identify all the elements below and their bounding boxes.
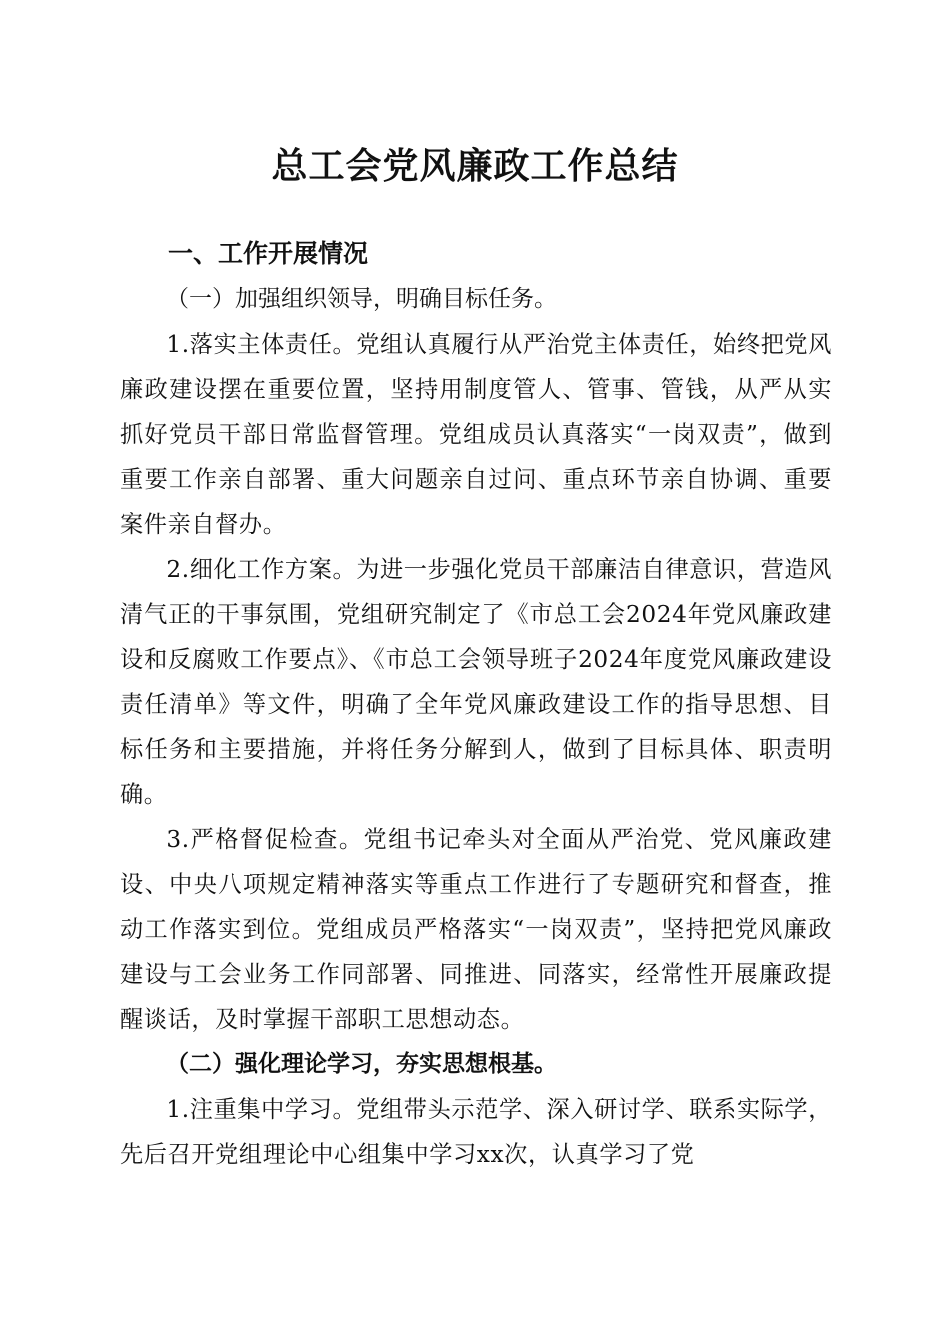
subsection-heading-2: （二）强化理论学习，夯实思想根基。 xyxy=(166,1051,557,1077)
paragraph-1-1: 1.落实主体责任。党组认真履行从严治党主体责任，始终把党风廉政建设摆在重要位置，坚持用制度管人、管事、管钱，从严从实抓好党员干部日常监督管理。党组成员认真落实“一岗双责”，做到重要工作亲自部署、重大问题亲自过问、重点环节亲自协调、重要案件亲自督办。 xyxy=(120,331,832,538)
section-heading-1: 一、工作开展情况 xyxy=(168,239,369,268)
paragraph-1-3: 3.严格督促检查。党组书记牵头对全面从严治党、党风廉政建设、中央八项规定精神落实等重点工作进行了专题研究和督查，推动工作落实到位。党组成员严格落实“一岗双责”，坚持把党风廉政建设与工会业务工作同部署、同推进、同落实，经常性开展廉政提醒谈话，及时掌握干部职工思想动态。 xyxy=(120,826,832,1033)
document-title: 总工会党风廉政工作总结 xyxy=(271,145,679,187)
document-body xyxy=(120,277,832,1177)
paragraph-1-2: 2.细化工作方案。为进一步强化党员干部廉洁自律意识，营造风清气正的干事氛围，党组研究制定了《市总工会2024年党风廉政建设和反腐败工作要点》、《市总工会领导班子2024年度党风廉政建设责任清单》等文件，明确了全年党风廉政建设工作的指导思想、目标任务和主要措施，并将任务分解到人，做到了目标具体、职责明确。 xyxy=(120,556,832,808)
paragraph-2-1: 1.注重集中学习。党组带头示范学、深入研讨学、联系实际学，先后召开党组理论中心组集中学习xx次，认真学习了党 xyxy=(120,1096,832,1168)
subsection-heading-1: （一）加强组织领导，明确目标任务。 xyxy=(166,286,557,312)
